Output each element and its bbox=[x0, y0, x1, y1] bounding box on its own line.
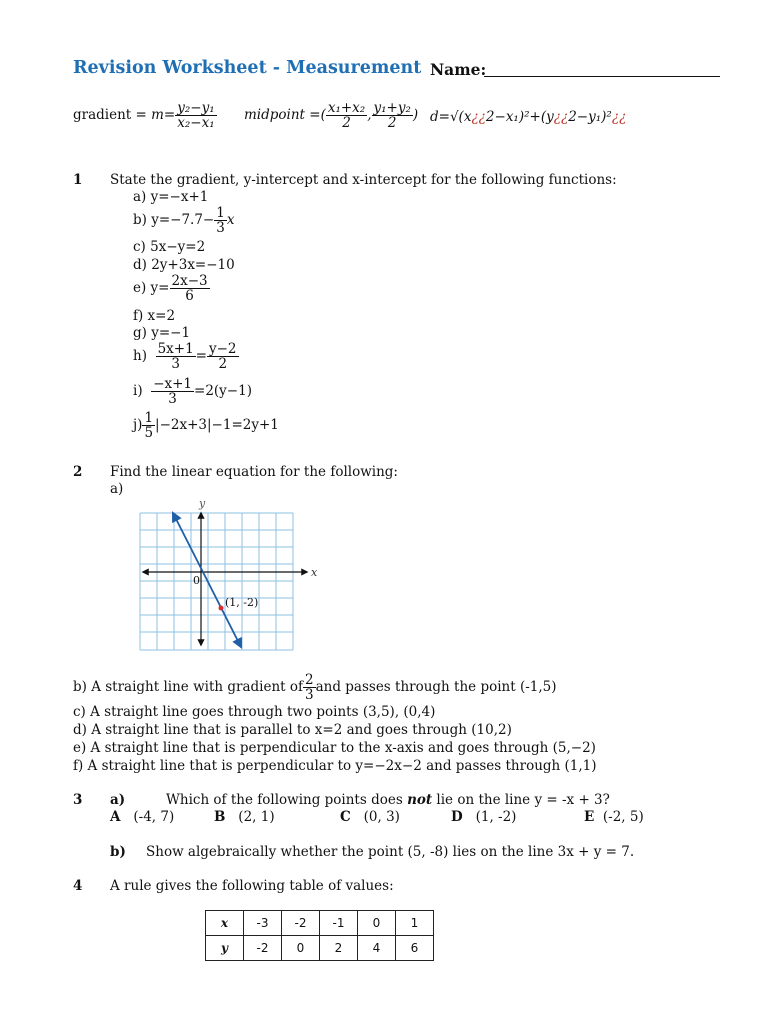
table-cell: -3 bbox=[244, 911, 282, 936]
table-header-x: x bbox=[206, 911, 244, 936]
q2-text: Find the linear equation for the following: bbox=[110, 464, 398, 480]
q3-option-c: C (0, 3) bbox=[340, 809, 400, 825]
q2-f: f) A straight line that is perpendicular to y=−2x−2 and passes through (1,1) bbox=[73, 758, 597, 774]
table-cell: 6 bbox=[396, 936, 434, 961]
table-cell: 4 bbox=[358, 936, 396, 961]
q2-number: 2 bbox=[73, 464, 83, 480]
q3-b-label: b) bbox=[110, 844, 126, 860]
graph-point-label: (1, -2) bbox=[225, 596, 259, 609]
table-cell: -1 bbox=[320, 911, 358, 936]
graph-y-label: y bbox=[199, 497, 206, 510]
q3-number: 3 bbox=[73, 792, 83, 808]
q1-text: State the gradient, y-intercept and x-intercept for the following functions: bbox=[110, 172, 617, 188]
table-row bbox=[206, 936, 434, 961]
table-cell: 0 bbox=[358, 911, 396, 936]
q1-h: h) $\frac{5x+1}{3}$ = $\frac{y-2}{2}$ bbox=[133, 341, 237, 373]
q3-a-label: a) bbox=[110, 792, 126, 808]
q1-j: j) $\frac{1}{5}$ |−2x+3|−1=2y+1 bbox=[133, 410, 279, 442]
q3-b-text: Show algebraically whether the point (5, -8) lies on the line 3x + y = 7. bbox=[146, 844, 635, 860]
q2-d: d) A straight line that is parallel to x=2 and goes through (10,2) bbox=[73, 722, 512, 738]
q1-a: a) y=−x+1 bbox=[133, 189, 209, 205]
distance-formula: d=√(x¿¿2−x₁)²+(y¿¿2−y₁)²¿¿ bbox=[430, 109, 627, 125]
table-header-y: y bbox=[206, 936, 244, 961]
graph-line bbox=[173, 513, 241, 647]
q3-option-a: A (-4, 7) bbox=[110, 809, 175, 825]
table-cell: -2 bbox=[244, 936, 282, 961]
q1-f: f) x=2 bbox=[133, 308, 176, 324]
table-cell: 0 bbox=[282, 936, 320, 961]
q4-number: 4 bbox=[73, 878, 83, 894]
gradient-formula bbox=[73, 101, 217, 130]
midpoint-formula: midpoint =( $\frac{\text{x₁+x₂}}{2}$ , $\frac{\text{y₁+y₂}}{2}$ ) bbox=[244, 100, 419, 132]
midpoint-fraction-y: $\frac{\text{y₁+y₂}}{2}$ bbox=[373, 100, 411, 132]
name-label: Name: bbox=[430, 60, 487, 79]
q2-e: e) A straight line that is perpendicular to the x-axis and goes through (5,−2) bbox=[73, 740, 596, 756]
q4-text: A rule gives the following table of values: bbox=[110, 878, 394, 894]
q3-option-b: B (2, 1) bbox=[214, 809, 275, 825]
q2-c: c) A straight line goes through two points (3,5), (0,4) bbox=[73, 704, 436, 720]
q3-a-text: Which of the following points does not lie on the line y = -x + 3? bbox=[166, 792, 610, 808]
graph-grid bbox=[140, 513, 293, 650]
q1-i: i) $\frac{-x+1}{3}$ =2(y−1) bbox=[133, 376, 252, 408]
graph-x-label: x bbox=[311, 566, 318, 579]
q1-c: c) 5x−y=2 bbox=[133, 239, 206, 255]
q4-values-table bbox=[205, 910, 434, 961]
q1-e: e) y= $\frac{2x-3}{6}$ bbox=[133, 273, 208, 305]
table-cell: 2 bbox=[320, 936, 358, 961]
graph-point bbox=[219, 606, 224, 611]
name-line[interactable] bbox=[484, 76, 720, 77]
q2-a: a) bbox=[110, 481, 124, 497]
table-cell: 1 bbox=[396, 911, 434, 936]
table-row bbox=[206, 911, 434, 936]
gradient-m: m= bbox=[151, 107, 176, 124]
q1-g: g) y=−1 bbox=[133, 325, 191, 341]
q1-d: d) 2y+3x=−10 bbox=[133, 257, 235, 273]
graph-origin-label: 0 bbox=[193, 574, 200, 587]
gradient-label: gradient = bbox=[73, 107, 147, 124]
q1-number: 1 bbox=[73, 172, 83, 188]
q2-graph bbox=[135, 495, 325, 655]
q3-option-e: E (-2, 5) bbox=[584, 809, 644, 825]
midpoint-label: midpoint =( bbox=[244, 107, 326, 124]
q3-option-d: D (1, -2) bbox=[451, 809, 517, 825]
midpoint-fraction-x: $\frac{\text{x₁+x₂}}{2}$ bbox=[327, 100, 366, 132]
worksheet-title: Revision Worksheet - Measurement bbox=[73, 58, 422, 78]
q2-b: b) A straight line with gradient of $\frac{2}{3}$ and passes through the point (-1,5) bbox=[73, 672, 557, 704]
q3-not-emphasis: not bbox=[407, 792, 433, 808]
gradient-fraction: $\frac{\text{y₂−y₁}}{\text{x₂−x₁}}$ bbox=[177, 100, 215, 132]
q1-b: b) y=−7.7− $\frac{1}{3}$ x bbox=[133, 205, 235, 237]
table-cell: -2 bbox=[282, 911, 320, 936]
